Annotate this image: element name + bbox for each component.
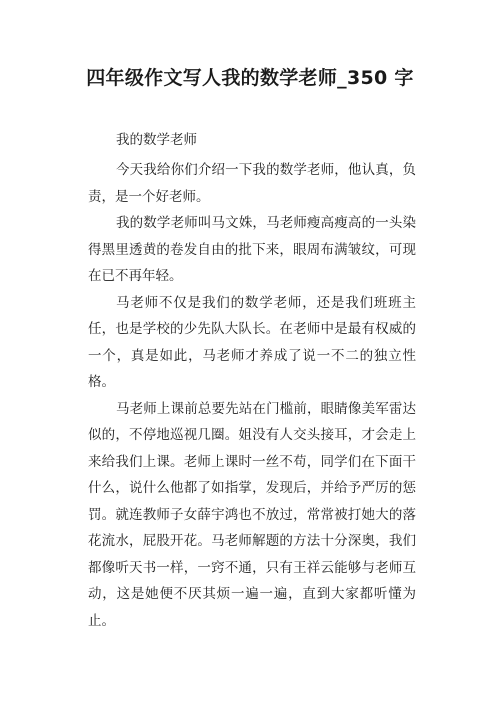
paragraph-role: 马老师不仅是我们的数学老师，还是我们班班主任，也是学校的少先队大队长。在老师中是最有权威的一个，真是如此，马老师才养成了说一不二的独立性格。 — [88, 294, 416, 390]
document-body — [88, 127, 416, 634]
paragraph-intro: 今天我给你们介绍一下我的数学老师，他认真，负责，是一个好老师。 — [88, 162, 416, 205]
essay-subtitle: 我的数学老师 — [116, 132, 197, 148]
document-title: 四年级作文写人我的数学老师_350 字 — [86, 67, 414, 89]
paragraph-appearance: 我的数学老师叫马文姝，马老师瘦高瘦高的一头染得黑里透黄的卷发自由的批下来，眼周布满皱纹，可现在已不再年轻。 — [88, 215, 416, 284]
paragraph-teaching: 马老师上课前总要先站在门槛前，眼睛像美军雷达似的，不停地巡视几圈。姐没有人交头接耳，才会走上来给我们上课。老师上课时一丝不苟，同学们在下面干什么，说什么他都了如指掌，发现后，并给予严厉的惩罚。就连教师子女薛宇鸿也不放过，常常被打她大的落花流水，屁股开花。马老师解题的方法十分深奥，我们都像听天书一样，一窍不通，只有王祥云能够与老师互动，这是她便不厌其烦一遍一遍，直到大家都听懂为止。 — [88, 400, 416, 629]
